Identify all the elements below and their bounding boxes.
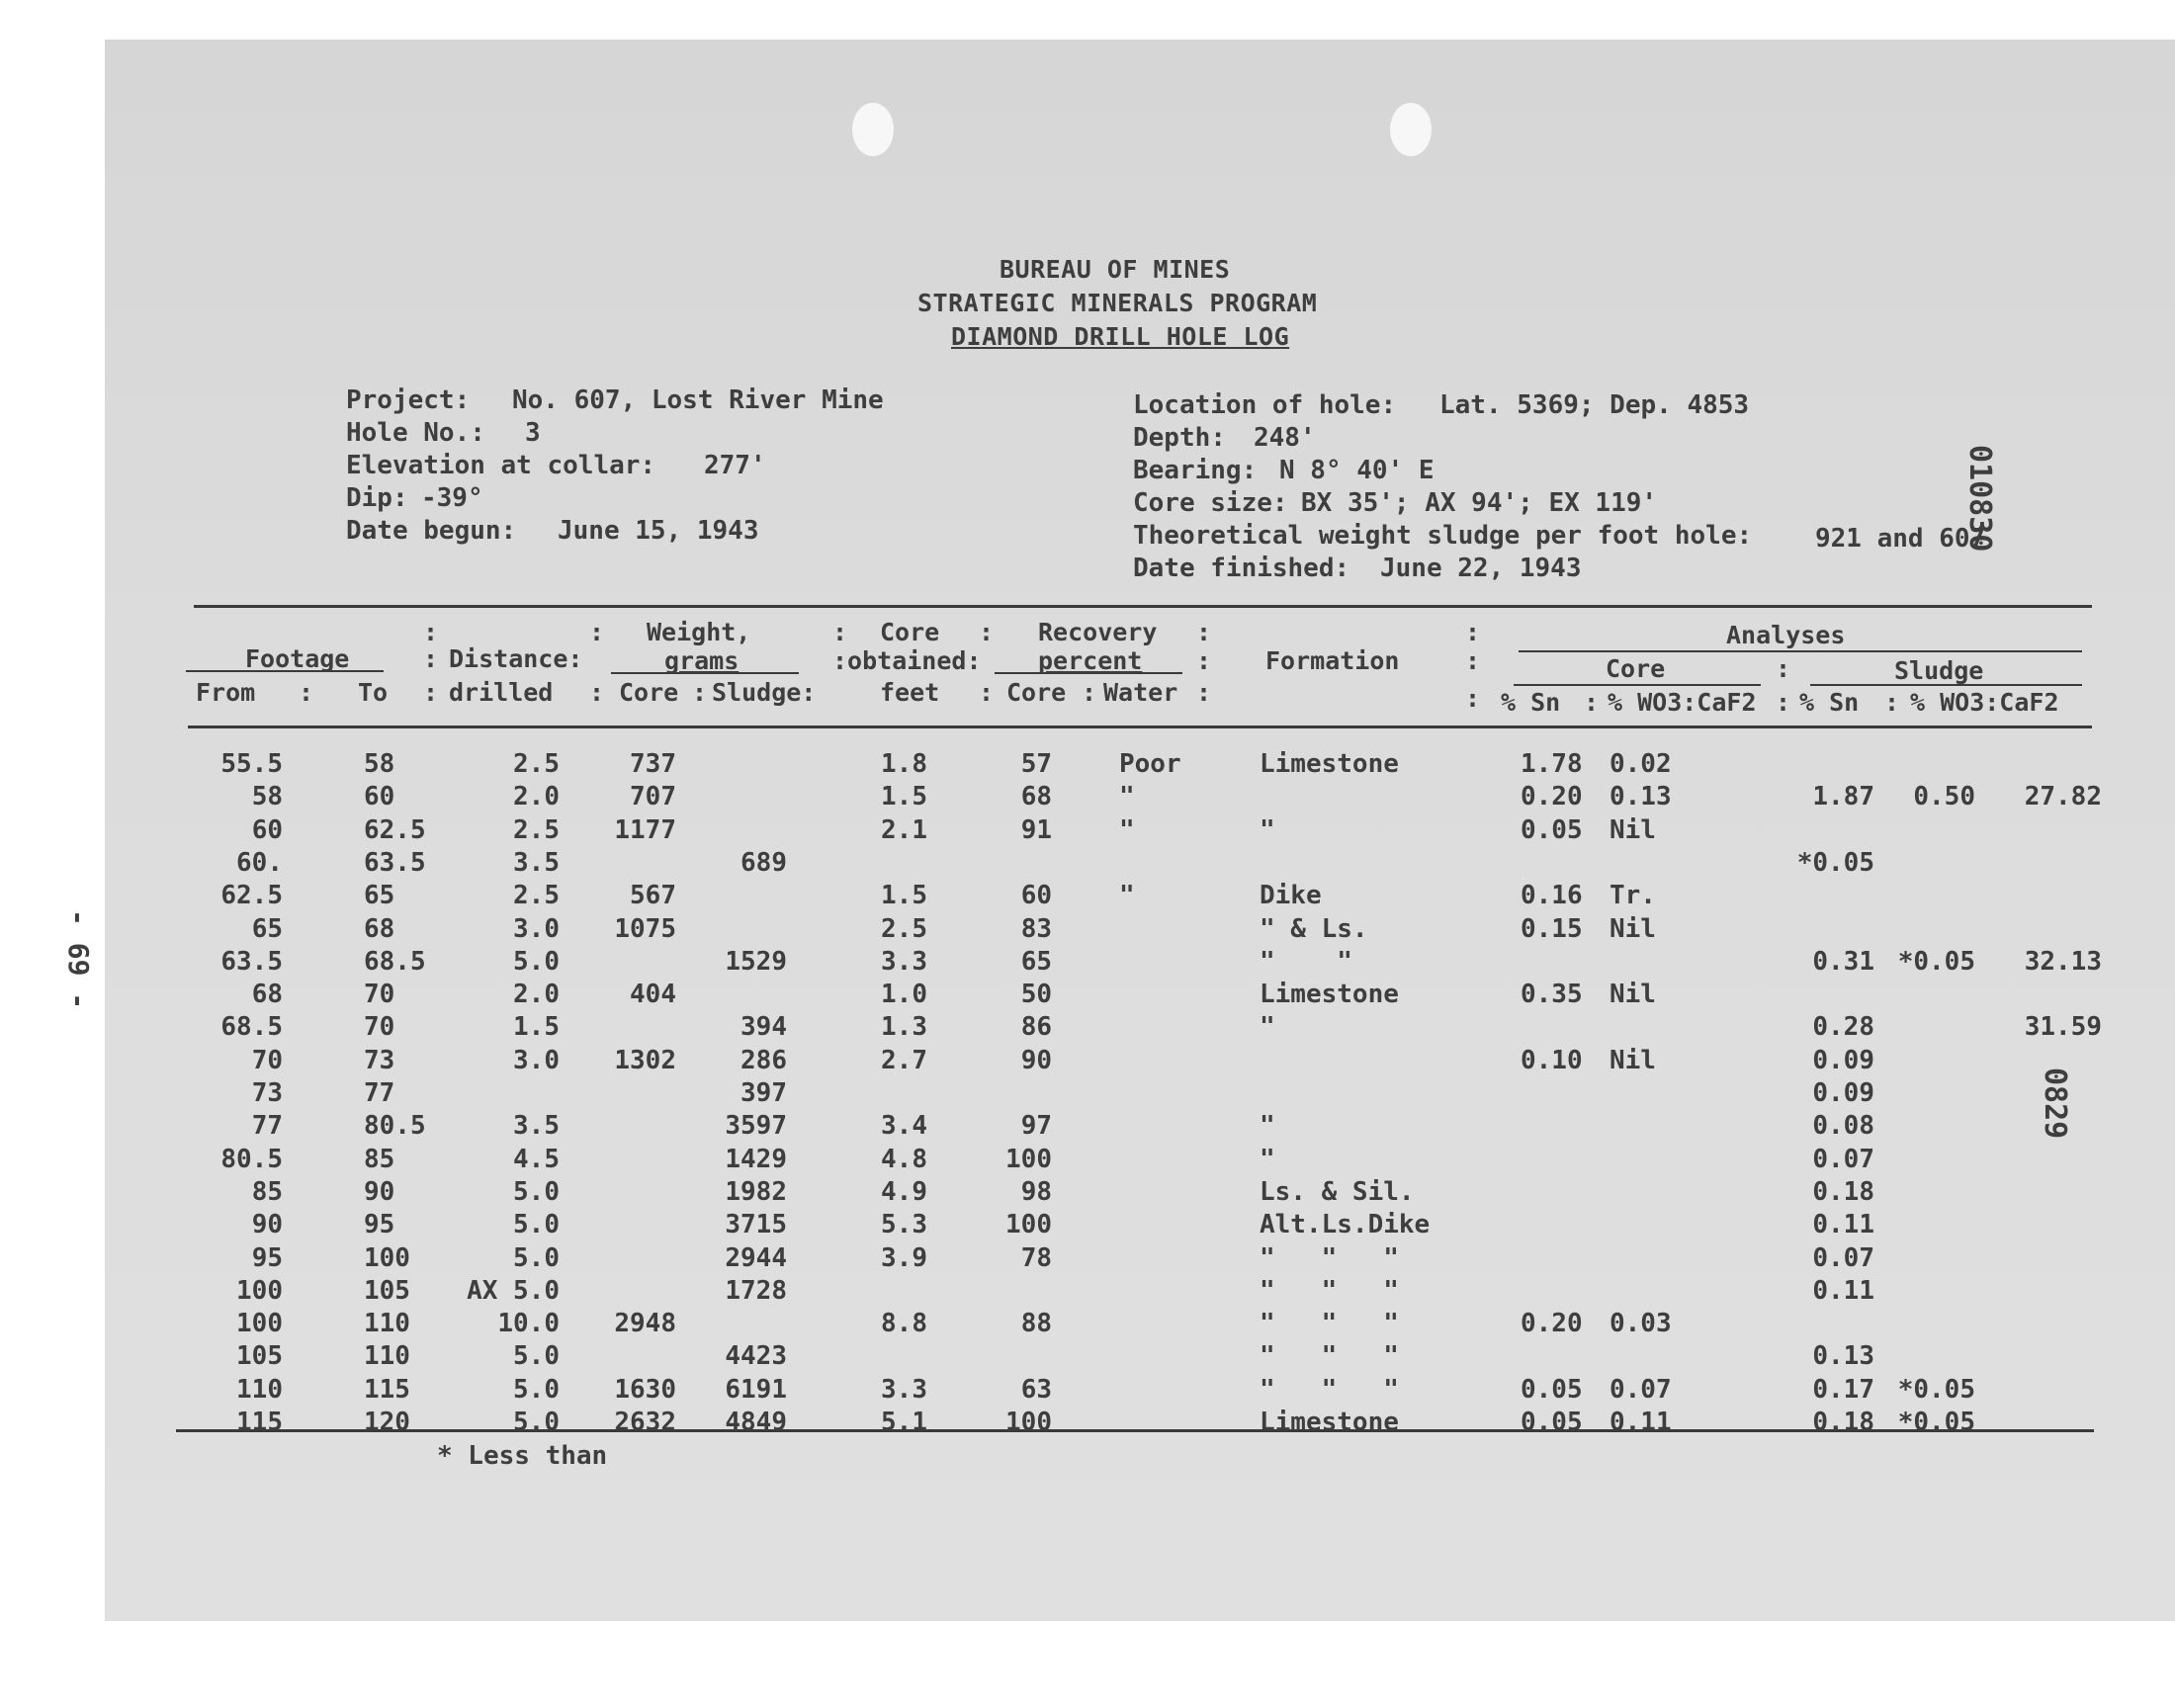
analyses-underline bbox=[1519, 650, 2082, 652]
cell-rcore: 65 bbox=[1020, 946, 1052, 977]
cell-rcore: 98 bbox=[1020, 1176, 1052, 1207]
cell-to: 110 bbox=[364, 1341, 410, 1372]
cell-coreft: 3.3 bbox=[881, 1374, 927, 1405]
cell-rcore: 68 bbox=[1020, 782, 1052, 812]
cell-csn: 0.15 bbox=[1521, 913, 1583, 944]
margin-number-middle: 0829 bbox=[2038, 1068, 2072, 1140]
col-core-wo3: % WO3:CaF2 bbox=[1608, 688, 1757, 717]
col-from-to-sep: : bbox=[299, 678, 314, 707]
cell-from: 70 bbox=[251, 1045, 283, 1075]
cell-coreft: 5.3 bbox=[881, 1210, 927, 1240]
col-sep-2a: : bbox=[589, 618, 605, 646]
cell-from: 68.5 bbox=[220, 1012, 283, 1043]
col-weight: Weight, bbox=[647, 618, 751, 646]
cell-form: Limestone bbox=[1260, 980, 1399, 1010]
cell-cwo3: Nil bbox=[1610, 980, 1656, 1010]
cell-coreft: 1.3 bbox=[881, 1012, 927, 1043]
punch-hole-right bbox=[1390, 103, 1432, 156]
col-drilled: drilled bbox=[449, 678, 554, 707]
cell-from: 90 bbox=[251, 1210, 283, 1240]
cell-rcore: 100 bbox=[1005, 1210, 1052, 1240]
cell-wsludge: 397 bbox=[740, 1078, 787, 1108]
col-analyses: Analyses bbox=[1726, 621, 1846, 649]
cell-wcore: 2632 bbox=[614, 1408, 676, 1437]
meta-location-label: Location of hole: bbox=[1133, 390, 1397, 420]
col-core-obtained-3: feet bbox=[880, 678, 940, 707]
cell-csn: 0.35 bbox=[1521, 980, 1583, 1010]
punch-hole-left bbox=[852, 103, 894, 156]
cell-dist: AX 5.0 bbox=[467, 1275, 560, 1306]
cell-from: 60. bbox=[236, 847, 283, 878]
cell-coreft: 2.1 bbox=[881, 814, 927, 845]
cell-dist: 5.0 bbox=[513, 946, 560, 977]
meta-sludge-weight-label: Theoretical weight sludge per foot hole: bbox=[1133, 521, 1753, 551]
cell-to: 95 bbox=[364, 1210, 395, 1240]
col-sludge-sep: : bbox=[1884, 688, 1900, 717]
col-mid-sep: : bbox=[1776, 688, 1791, 717]
cell-to: 100 bbox=[364, 1242, 410, 1273]
col-core-sn: % Sn bbox=[1501, 688, 1561, 717]
cell-to: 90 bbox=[364, 1176, 395, 1207]
cell-csn: 0.05 bbox=[1521, 1408, 1583, 1437]
meta-date-begun-value: June 15, 1943 bbox=[558, 516, 759, 546]
col-sep-4a: : bbox=[979, 618, 995, 646]
cell-dist: 2.5 bbox=[513, 749, 560, 779]
cell-from: 62.5 bbox=[220, 881, 283, 911]
cell-dist: 3.0 bbox=[513, 1045, 560, 1075]
cell-cwo3: Nil bbox=[1610, 913, 1656, 944]
cell-wsludge: 4423 bbox=[725, 1341, 787, 1372]
cell-wsludge: 1529 bbox=[725, 946, 787, 977]
meta-project-value: No. 607, Lost River Mine bbox=[512, 385, 884, 415]
cell-wsludge: 2944 bbox=[725, 1242, 787, 1273]
cell-dist: 5.0 bbox=[513, 1176, 560, 1207]
meta-date-begun-label: Date begun: bbox=[346, 516, 517, 546]
meta-dip-label: Dip: bbox=[346, 483, 408, 513]
cell-wcore: 737 bbox=[630, 749, 676, 779]
col-rec-sep: : bbox=[1082, 678, 1097, 707]
cell-wcore: 1630 bbox=[614, 1374, 676, 1405]
meta-date-finished-value: June 22, 1943 bbox=[1380, 554, 1582, 583]
cell-csn: 0.20 bbox=[1521, 782, 1583, 812]
cell-dist: 3.5 bbox=[513, 847, 560, 878]
cell-coreft: 4.8 bbox=[881, 1144, 927, 1174]
cell-to: 65 bbox=[364, 881, 395, 911]
cell-swo3: *0.05 bbox=[1897, 1408, 1975, 1437]
meta-bearing-value: N 8° 40' E bbox=[1279, 456, 1435, 485]
col-sep-3: : bbox=[832, 618, 848, 646]
meta-depth-label: Depth: bbox=[1133, 423, 1226, 453]
cell-wcore: 2948 bbox=[614, 1309, 676, 1339]
meta-bearing-label: Bearing: bbox=[1133, 456, 1258, 485]
cell-rcore: 50 bbox=[1020, 980, 1052, 1010]
cell-swo3: *0.05 bbox=[1897, 1374, 1975, 1405]
col-analyses-sep: : bbox=[1776, 654, 1791, 683]
margin-number-top: 010830 bbox=[1962, 445, 1997, 553]
col-rec-core: Core bbox=[1006, 678, 1067, 707]
cell-form: " " " bbox=[1260, 1374, 1399, 1405]
cell-rcore: 83 bbox=[1020, 913, 1052, 944]
col-sludge-wo3: % WO3:CaF2 bbox=[1910, 688, 2059, 717]
cell-rwater: Poor bbox=[1119, 749, 1181, 779]
col-weight-core: Core bbox=[619, 678, 679, 707]
cell-rcore: 57 bbox=[1020, 749, 1052, 779]
cell-wcore: 1075 bbox=[614, 913, 676, 944]
cell-coreft: 1.5 bbox=[881, 782, 927, 812]
col-sep-2b: : bbox=[589, 678, 605, 707]
cell-to: 63.5 bbox=[364, 847, 426, 878]
cell-cwo3: 0.02 bbox=[1610, 749, 1672, 779]
cell-rwater: " bbox=[1119, 782, 1135, 812]
cell-from: 100 bbox=[236, 1275, 283, 1306]
col-distance: Distance: bbox=[449, 644, 583, 673]
cell-rcore: 78 bbox=[1020, 1242, 1052, 1273]
cell-form: " & Ls. bbox=[1260, 913, 1368, 944]
cell-from: 105 bbox=[236, 1341, 283, 1372]
cell-rcore: 90 bbox=[1020, 1045, 1052, 1075]
cell-rcore: 100 bbox=[1005, 1144, 1052, 1174]
cell-ssn: 1.87 bbox=[1812, 782, 1874, 812]
cell-to: 80.5 bbox=[364, 1111, 426, 1142]
cell-coreft: 2.5 bbox=[881, 913, 927, 944]
col-rec-water: Water bbox=[1103, 678, 1178, 707]
cell-wsludge: 1982 bbox=[725, 1176, 787, 1207]
cell-form: " " bbox=[1260, 946, 1352, 977]
col-to: To bbox=[358, 678, 389, 707]
col-grams: grams bbox=[664, 646, 740, 675]
cell-to: 68.5 bbox=[364, 946, 426, 977]
cell-ssn: 0.11 bbox=[1812, 1275, 1874, 1306]
cell-from: 85 bbox=[251, 1176, 283, 1207]
col-sep-6c: : bbox=[1465, 684, 1481, 713]
cell-coreft: 1.8 bbox=[881, 749, 927, 779]
cell-dist: 2.0 bbox=[513, 980, 560, 1010]
table-bottom-rule bbox=[176, 1429, 2094, 1432]
cell-csn: 0.05 bbox=[1521, 814, 1583, 845]
cell-coreft: 8.8 bbox=[881, 1309, 927, 1339]
col-core-obtained-2: :obtained: bbox=[832, 646, 982, 675]
cell-ssn: 0.31 bbox=[1812, 946, 1874, 977]
cell-coreft: 1.0 bbox=[881, 980, 927, 1010]
cell-csn: 0.16 bbox=[1521, 881, 1583, 911]
cell-dist: 1.5 bbox=[513, 1012, 560, 1043]
cell-rcore: 100 bbox=[1005, 1408, 1052, 1437]
cell-scaf2: 32.13 bbox=[2024, 946, 2102, 977]
cell-cwo3: 0.13 bbox=[1610, 782, 1672, 812]
cell-to: 58 bbox=[364, 749, 395, 779]
col-sep-1b: : bbox=[423, 644, 439, 673]
cell-dist: 2.5 bbox=[513, 814, 560, 845]
col-sep-1a: : bbox=[423, 618, 439, 646]
cell-cwo3: 0.07 bbox=[1610, 1374, 1672, 1405]
cell-rcore: 86 bbox=[1020, 1012, 1052, 1043]
cell-wcore: 567 bbox=[630, 881, 676, 911]
cell-cwo3: Tr. bbox=[1610, 881, 1656, 911]
cell-rcore: 63 bbox=[1020, 1374, 1052, 1405]
col-sep-5a: : bbox=[1196, 618, 1212, 646]
meta-sludge-weight-value: 921 and 607 bbox=[1815, 524, 1986, 554]
cell-rwater: " bbox=[1119, 881, 1135, 911]
cell-wsludge: 1728 bbox=[725, 1275, 787, 1306]
col-from: From bbox=[196, 678, 256, 707]
cell-ssn: 0.08 bbox=[1812, 1111, 1874, 1142]
cell-coreft: 4.9 bbox=[881, 1176, 927, 1207]
cell-from: 68 bbox=[251, 980, 283, 1010]
cell-coreft: 2.7 bbox=[881, 1045, 927, 1075]
table-top-rule bbox=[194, 605, 2092, 608]
cell-to: 120 bbox=[364, 1408, 410, 1437]
cell-from: 63.5 bbox=[220, 946, 283, 977]
cell-from: 65 bbox=[251, 913, 283, 944]
cell-cwo3: 0.03 bbox=[1610, 1309, 1672, 1339]
col-analyses-sludge: Sludge bbox=[1894, 656, 1984, 685]
cell-ssn: 0.07 bbox=[1812, 1242, 1874, 1273]
cell-dist: 5.0 bbox=[513, 1210, 560, 1240]
cell-cwo3: 0.11 bbox=[1610, 1408, 1672, 1437]
cell-dist: 3.5 bbox=[513, 1111, 560, 1142]
cell-wcore: 1302 bbox=[614, 1045, 676, 1075]
cell-form: Alt.Ls.Dike bbox=[1260, 1210, 1431, 1240]
col-core-sep: : bbox=[1584, 688, 1600, 717]
cell-from: 58 bbox=[251, 782, 283, 812]
cell-form: Dike bbox=[1260, 881, 1322, 911]
cell-to: 73 bbox=[364, 1045, 395, 1075]
header-line-3: DIAMOND DRILL HOLE LOG bbox=[951, 322, 1290, 351]
cell-wsludge: 3597 bbox=[725, 1111, 787, 1142]
cell-form: Limestone bbox=[1260, 749, 1399, 779]
cell-form: " " " bbox=[1260, 1242, 1399, 1273]
cell-to: 110 bbox=[364, 1309, 410, 1339]
col-sep-6b: : bbox=[1465, 646, 1481, 675]
cell-csn: 0.05 bbox=[1521, 1374, 1583, 1405]
col-sep-5c: : bbox=[1196, 678, 1212, 707]
cell-wsludge: 689 bbox=[740, 847, 787, 878]
cell-to: 115 bbox=[364, 1374, 410, 1405]
cell-form: Ls. & Sil. bbox=[1260, 1176, 1415, 1207]
cell-to: 70 bbox=[364, 980, 395, 1010]
meta-core-size-value: BX 35'; AX 94'; EX 119' bbox=[1301, 488, 1658, 518]
cell-wcore: 404 bbox=[630, 980, 676, 1010]
cell-ssn: 0.07 bbox=[1812, 1144, 1874, 1174]
cell-dist: 3.0 bbox=[513, 913, 560, 944]
cell-dist: 5.0 bbox=[513, 1341, 560, 1372]
col-weight-sep: : bbox=[692, 678, 708, 707]
cell-from: 60 bbox=[251, 814, 283, 845]
cell-to: 85 bbox=[364, 1144, 395, 1174]
header-line-1: BUREAU OF MINES bbox=[1000, 255, 1231, 284]
cell-to: 77 bbox=[364, 1078, 395, 1108]
table-header-rule bbox=[188, 726, 2092, 728]
col-recovery: Recovery bbox=[1038, 618, 1158, 646]
cell-csn: 1.78 bbox=[1521, 749, 1583, 779]
cell-wsludge: 3715 bbox=[725, 1210, 787, 1240]
cell-form: " bbox=[1260, 814, 1275, 845]
cell-form: " bbox=[1260, 1012, 1275, 1043]
cell-ssn: 0.28 bbox=[1812, 1012, 1874, 1043]
cell-wcore: 1177 bbox=[614, 814, 676, 845]
cell-cwo3: Nil bbox=[1610, 814, 1656, 845]
col-weight-sludge: Sludge: bbox=[712, 678, 817, 707]
cell-form: " " " bbox=[1260, 1341, 1399, 1372]
cell-form: " bbox=[1260, 1144, 1275, 1174]
meta-hole-value: 3 bbox=[525, 418, 541, 448]
cell-from: 95 bbox=[251, 1242, 283, 1273]
cell-ssn: 0.09 bbox=[1812, 1078, 1874, 1108]
cell-wcore: 707 bbox=[630, 782, 676, 812]
cell-to: 68 bbox=[364, 913, 395, 944]
cell-from: 80.5 bbox=[220, 1144, 283, 1174]
cell-from: 110 bbox=[236, 1374, 283, 1405]
cell-form: " bbox=[1260, 1111, 1275, 1142]
col-core-obtained-1: Core bbox=[880, 618, 940, 646]
col-sep-1c: : bbox=[423, 678, 439, 707]
cell-dist: 5.0 bbox=[513, 1242, 560, 1273]
cell-csn: 0.20 bbox=[1521, 1309, 1583, 1339]
cell-coreft: 3.4 bbox=[881, 1111, 927, 1142]
cell-coreft: 1.5 bbox=[881, 881, 927, 911]
col-sep-4b: : bbox=[979, 678, 995, 707]
cell-to: 70 bbox=[364, 1012, 395, 1043]
cell-scaf2: 31.59 bbox=[2024, 1012, 2102, 1043]
cell-to: 60 bbox=[364, 782, 395, 812]
cell-coreft: 3.3 bbox=[881, 946, 927, 977]
analyses-core-underline bbox=[1514, 684, 1761, 686]
meta-core-size-label: Core size: bbox=[1133, 488, 1288, 518]
col-formation: Formation bbox=[1265, 646, 1400, 675]
cell-dist: 2.5 bbox=[513, 881, 560, 911]
left-margin bbox=[0, 0, 94, 1708]
col-analyses-core: Core bbox=[1606, 654, 1666, 683]
meta-dip-value: -39° bbox=[421, 483, 483, 513]
cell-csn: 0.10 bbox=[1521, 1045, 1583, 1075]
cell-dist: 10.0 bbox=[497, 1309, 560, 1339]
col-percent: percent bbox=[1038, 646, 1143, 675]
meta-elevation-label: Elevation at collar: bbox=[346, 451, 656, 480]
meta-project-label: Project: bbox=[346, 385, 471, 415]
cell-from: 115 bbox=[236, 1408, 283, 1437]
meta-date-finished-label: Date finished: bbox=[1133, 554, 1350, 583]
header-line-2: STRATEGIC MINERALS PROGRAM bbox=[917, 289, 1318, 317]
meta-depth-value: 248' bbox=[1254, 423, 1316, 453]
cell-coreft: 5.1 bbox=[881, 1408, 927, 1437]
meta-location-value: Lat. 5369; Dep. 4853 bbox=[1439, 390, 1750, 420]
cell-wsludge: 394 bbox=[740, 1012, 787, 1043]
cell-dist: 5.0 bbox=[513, 1374, 560, 1405]
cell-rcore: 97 bbox=[1020, 1111, 1052, 1142]
cell-form: " " " bbox=[1260, 1275, 1399, 1306]
footnote: * Less than bbox=[437, 1441, 608, 1471]
cell-from: 77 bbox=[251, 1111, 283, 1142]
cell-rcore: 60 bbox=[1020, 881, 1052, 911]
cell-ssn: 0.18 bbox=[1812, 1408, 1874, 1437]
cell-scaf2: 27.82 bbox=[2024, 782, 2102, 812]
cell-cwo3: Nil bbox=[1610, 1045, 1656, 1075]
col-footage: Footage bbox=[245, 644, 350, 673]
cell-to: 62.5 bbox=[364, 814, 426, 845]
cell-dist: 4.5 bbox=[513, 1144, 560, 1174]
cell-wsludge: 286 bbox=[740, 1045, 787, 1075]
cell-from: 73 bbox=[251, 1078, 283, 1108]
cell-rcore: 91 bbox=[1020, 814, 1052, 845]
meta-elevation-value: 277' bbox=[704, 451, 766, 480]
cell-coreft: 3.9 bbox=[881, 1242, 927, 1273]
document-sheet bbox=[62, 40, 2175, 1621]
cell-ssn: 0.09 bbox=[1812, 1045, 1874, 1075]
cell-ssn: 0.11 bbox=[1812, 1210, 1874, 1240]
cell-rcore: 88 bbox=[1020, 1309, 1052, 1339]
cell-wsludge: 4849 bbox=[725, 1408, 787, 1437]
page-number: - 69 - bbox=[62, 909, 95, 1010]
cell-swo3: 0.50 bbox=[1913, 782, 1975, 812]
cell-from: 55.5 bbox=[220, 749, 283, 779]
meta-hole-label: Hole No.: bbox=[346, 418, 485, 448]
cell-ssn: *0.05 bbox=[1796, 847, 1874, 878]
cell-ssn: 0.13 bbox=[1812, 1341, 1874, 1372]
cell-dist: 2.0 bbox=[513, 782, 560, 812]
cell-ssn: 0.18 bbox=[1812, 1176, 1874, 1207]
cell-swo3: *0.05 bbox=[1897, 946, 1975, 977]
cell-wsludge: 1429 bbox=[725, 1144, 787, 1174]
col-sludge-sn: % Sn bbox=[1799, 688, 1860, 717]
cell-form: " " " bbox=[1260, 1309, 1399, 1339]
cell-wsludge: 6191 bbox=[725, 1374, 787, 1405]
cell-to: 105 bbox=[364, 1275, 410, 1306]
cell-ssn: 0.17 bbox=[1812, 1374, 1874, 1405]
cell-from: 100 bbox=[236, 1309, 283, 1339]
col-sep-6a: : bbox=[1465, 618, 1481, 646]
cell-dist: 5.0 bbox=[513, 1408, 560, 1437]
cell-form: Limestone bbox=[1260, 1408, 1399, 1437]
col-sep-5b: : bbox=[1196, 646, 1212, 675]
cell-rwater: " bbox=[1119, 814, 1135, 845]
